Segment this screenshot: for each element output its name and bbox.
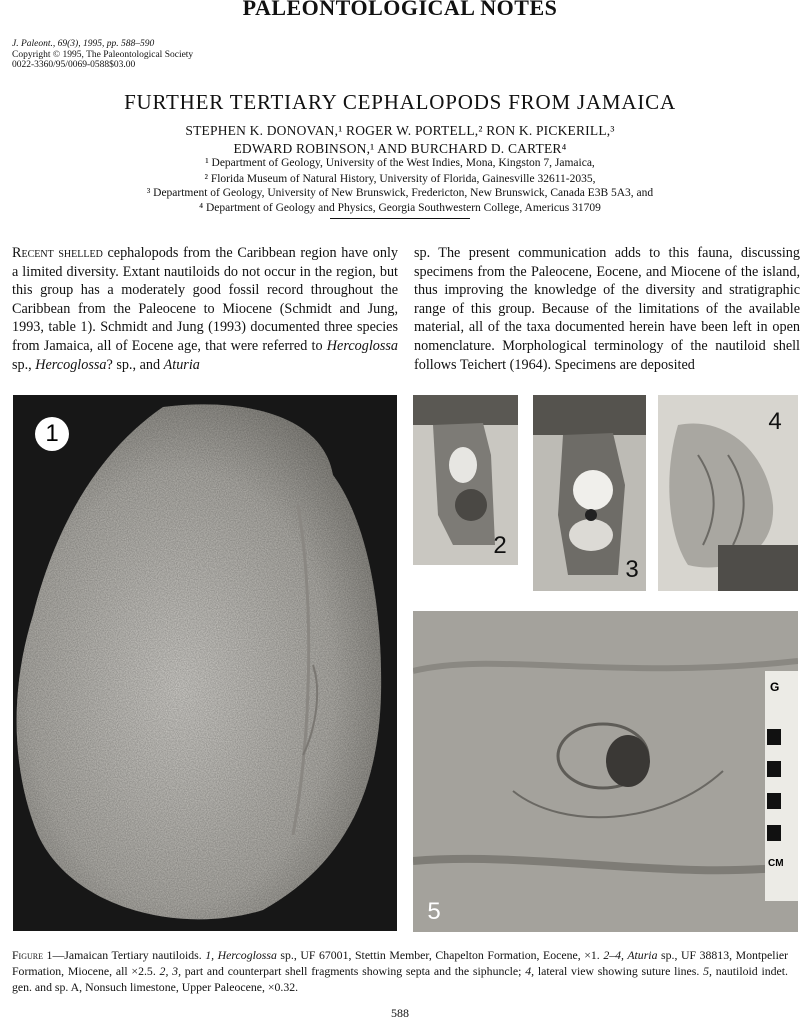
panel-label-4: 4 (768, 408, 782, 435)
text-run: nautiloid indet. gen. and sp. A, Nonsuch limestone, Upper Paleocene, ×0.32. (12, 964, 788, 995)
left-column-text (12, 244, 398, 374)
citation-line: J. Paleont., 69(3), 1995, pp. 588–590 (12, 39, 155, 49)
affiliation-3: ³ Department of Geology, University of New Brunswick, Fredericton, New Brunswick, Canada E3B 5A3, and (146, 187, 654, 199)
affiliation-1: ¹ Department of Geology, University of the West Indies, Mona, Kingston 7, Jamaica, (205, 157, 595, 169)
scale-bar-header: G (770, 680, 780, 694)
nautiloid-fossil-photo (13, 395, 397, 931)
caption-label: Figure 1 (12, 948, 53, 962)
text-run: ? sp., and (106, 356, 164, 373)
caption-ref: 5, (703, 964, 712, 979)
page-number: 588 (391, 1006, 409, 1020)
text-run: sp., (12, 356, 36, 373)
panel-label-5: 5 (427, 898, 441, 925)
lead-in: Recent shelled (12, 245, 103, 261)
issn-line: 0022-3360/95/0069-0588$03.00 (12, 60, 136, 70)
text-run: sp., UF 67001, Stettin Member, Chapelton Formation, Eocene, ×1. (276, 948, 604, 962)
caption-ref: 4, (525, 964, 535, 979)
figure-caption (12, 947, 788, 996)
journal-section-title: PALEONTOLOGICAL NOTES (242, 0, 558, 20)
authors-line-2: EDWARD ROBINSON,¹ AND BURCHARD D. CARTER⁴ (233, 141, 567, 156)
scale-bar-tick (767, 793, 781, 809)
right-column (414, 244, 800, 374)
left-column (12, 244, 398, 374)
panel-label-3: 3 (625, 556, 639, 583)
affiliation-4: ⁴ Department of Geology and Physics, Georgia Southwestern College, Americus 31709 (199, 202, 601, 214)
figure-panel-4 (658, 395, 798, 591)
title-divider (330, 218, 470, 219)
taxon-name: Hercoglossa (326, 337, 398, 354)
scale-bar-tick (767, 761, 781, 777)
panel-label-2: 2 (493, 532, 507, 559)
authors-line-1: STEPHEN K. DONOVAN,¹ ROGER W. PORTELL,² RON K. PICKERILL,³ (185, 123, 615, 138)
rock-surface (413, 611, 798, 932)
text-run: lateral view showing suture lines. (534, 964, 704, 979)
figure-panel-2 (413, 395, 518, 565)
text-run: part and counterpart shell fragments showing septa and the siphuncle; (181, 964, 526, 979)
affiliation-2: ² Florida Museum of Natural History, University of Florida, Gainesville 32611-2035, (204, 173, 596, 185)
figure-panel-5 (413, 611, 798, 932)
matrix-rock (533, 395, 646, 435)
scale-bar-tick (767, 729, 781, 745)
scale-bar-tick (767, 825, 781, 841)
article-title: FURTHER TERTIARY CEPHALOPODS FROM JAMAICA (124, 90, 676, 114)
septum-chamber (449, 447, 477, 483)
caption-ref: 2–4, Aturia (603, 948, 658, 962)
text-run: cephalopods from the Caribbean region have only a limited diversity. Extant nautiloids do not occur in the region, but this group has a moderately good fossil record throughout the Caribbean from the Paleocene to Miocene (Schmidt and Jung, 1993, table 1). Schmidt and Jung (1993) documented three species from Jamaica, all of Eocene age, that were referred to (12, 245, 398, 354)
figure-panel-1 (13, 395, 397, 931)
right-column-text: sp. The present communication adds to this fauna, discussing specimens from the Paleocene, Eocene, and Miocene of the island, thus improving the knowledge of the diversity and stratigraphic range of this group. Because of the limitations of the available material, all of the taxa documented herein have been left in open nomenclature. Morphological terminology of the nautiloid shell follows Teichert (1964). Specimens are deposited (414, 245, 800, 373)
scale-bar-label: CM (768, 858, 784, 869)
caption-ref: 1, Hercoglossa (205, 948, 277, 962)
text-run: —Jamaican Tertiary nautiloids. (52, 948, 206, 962)
shell-texture (17, 404, 382, 919)
matrix-rock (718, 545, 798, 591)
siphuncle (585, 509, 597, 521)
copyright-line: Copyright © 1995, The Paleontological Society (12, 49, 194, 60)
shell-fragment (433, 423, 495, 545)
figure-panel-3 (533, 395, 646, 591)
taxon-name: Aturia (163, 356, 200, 373)
septum-chamber (569, 519, 613, 551)
outcrop-photo (413, 611, 798, 932)
siphuncle (455, 489, 487, 521)
caption-ref: 2, 3, (159, 964, 182, 979)
septum-chamber (573, 470, 613, 510)
text-run: sp., UF 38813, Montpelier Formation, Miocene, all ×2.5. (12, 948, 789, 979)
panel-label-1: 1 (35, 417, 69, 451)
citation-block (12, 39, 193, 71)
nautiloid-body (606, 735, 650, 787)
matrix-rock (413, 395, 518, 425)
taxon-name: Hercoglossa (35, 356, 107, 373)
